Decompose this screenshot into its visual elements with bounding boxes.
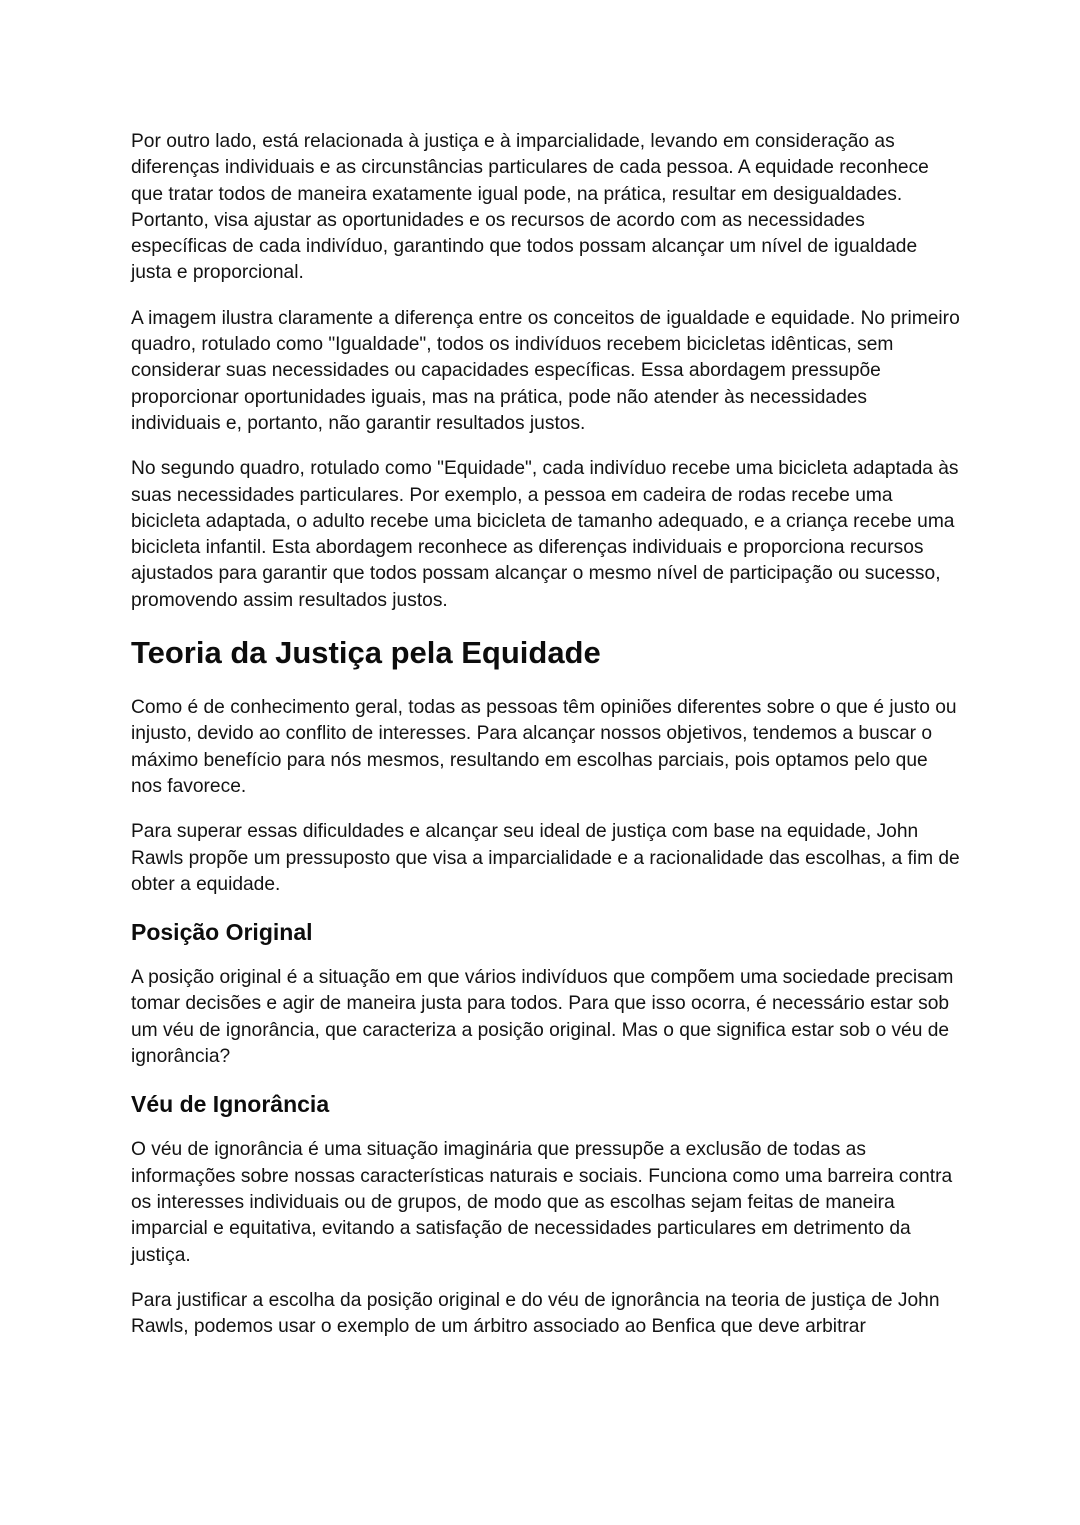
section-title-teoria-justica: Teoria da Justiça pela Equidade (131, 635, 601, 671)
paragraph-conflito-interesses: Como é de conhecimento geral, todas as pessoas têm opiniões diferentes sobre o que é justo ou injusto, devido ao conflito de interesses. Para alcançar nossos objetivos, tendemos a buscar o máximo benefício para nós mesmos, resultando em escolhas parciais, pois optamos pelo que nos favorece. (131, 697, 957, 797)
paragraph-image-equidade: No segundo quadro, rotulado como "Equidade", cada indivíduo recebe uma bicicleta adaptada às suas necessidades particulares. Por exemplo, a pessoa em cadeira de rodas recebe uma bicicleta adaptada, o adulto recebe uma bicicleta de tamanho adequado, e a criança recebe uma bicicleta infantil. Esta abordagem reconhece as diferenças individuais e proporciona recursos ajustados para garantir que todos possam alcançar o mesmo nível de participação ou sucesso, promovendo assim resultados justos. (131, 458, 959, 611)
subsection-title-posicao-original: Posição Original (131, 919, 313, 946)
subsection-title-veu-ignorancia: Véu de Ignorância (131, 1091, 330, 1118)
document-page (131, 129, 961, 1359)
paragraph-equidade-definition: Por outro lado, está relacionada à justiça e à imparcialidade, levando em consideração as diferenças individuais e as circunstâncias particulares de cada pessoa. A equidade reconhece que tratar todos de maneira exatamente igual pode, na prática, resultar em desigualdades. Portanto, visa ajustar as oportunidades e os recursos de acordo com as necessidades específicas de cada indivíduo, garantindo que todos possam alcançar um nível de igualdade justa e proporcional. (131, 131, 929, 284)
paragraph-rawls-pressuposto: Para superar essas dificuldades e alcançar seu ideal de justiça com base na equidade, John Rawls propõe um pressuposto que visa a imparcialidade e a racionalidade das escolhas, a fim de obter a equidade. (131, 821, 960, 895)
paragraph-posicao-original: A posição original é a situação em que vários indivíduos que compõem uma sociedade precisam tomar decisões e agir de maneira justa para todos. Para que isso ocorra, é necessário estar sob um véu de ignorância, que caracteriza a posição original. Mas o que significa estar sob o véu de ignorância? (131, 967, 954, 1068)
paragraph-image-igualdade: A imagem ilustra claramente a diferença entre os conceitos de igualdade e equidade. No primeiro quadro, rotulado como "Igualdade", todos os indivíduos recebem bicicletas idênticas, sem considerar suas necessidades ou capacidades específicas. Essa abordagem pressupõe proporcionar oportunidades iguais, mas na prática, pode não atender às necessidades individuais e, portanto, não garantir resultados justos. (131, 307, 960, 434)
paragraph-veu-ignorancia: O véu de ignorância é uma situação imaginária que pressupõe a exclusão de todas as informações sobre nossas características naturais e sociais. Funciona como uma barreira contra os interesses individuais ou de grupos, de modo que as escolhas sejam feitas de maneira imparcial e equitativa, evitando a satisfação de necessidades particulares em detrimento da justiça. (131, 1139, 953, 1266)
paragraph-arbitro-exemplo: Para justificar a escolha da posição original e do véu de ignorância na teoria de justiça de John Rawls, podemos usar o exemplo de um árbitro associado ao Benfica que deve arbitrar (131, 1289, 940, 1338)
